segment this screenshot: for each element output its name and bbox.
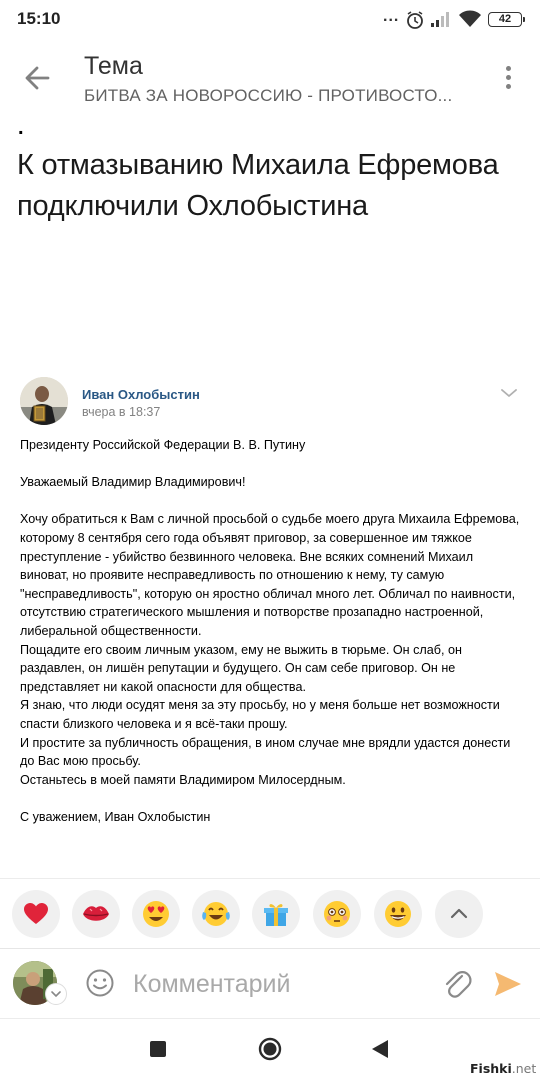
wifi-icon (458, 10, 482, 28)
article-marker: . (18, 117, 24, 139)
send-button[interactable] (493, 969, 523, 999)
reaction-tears-of-joy-button[interactable] (192, 890, 240, 938)
reaction-gift-button[interactable] (252, 890, 300, 938)
post-paragraph: Уважаемый Владимир Владимирович! (20, 475, 246, 490)
account-switch-button[interactable] (45, 983, 67, 1005)
battery-icon: 42 (488, 12, 522, 27)
triangle-back-icon (372, 1040, 388, 1058)
header-title: Тема (84, 52, 143, 80)
heart-eyes-face-icon (142, 900, 170, 928)
reaction-heart-button[interactable] (12, 890, 60, 938)
home-button[interactable] (258, 1037, 282, 1066)
gift-icon (262, 900, 290, 928)
chevron-down-icon (50, 990, 62, 998)
back-button[interactable] (20, 60, 56, 96)
chevron-down-icon (498, 386, 520, 400)
post-signature: С уважением, Иван Охлобыстин (20, 809, 211, 824)
back-arrow-icon (20, 60, 56, 96)
attach-button[interactable] (442, 967, 472, 1001)
watermark-brand: Fishki (470, 1061, 512, 1076)
post-paragraph: Останьтесь в моей памяти Владимиром Милосердным. (20, 772, 346, 787)
recent-apps-button[interactable] (150, 1041, 166, 1062)
reactions-bar (0, 878, 540, 948)
heart-icon (23, 902, 49, 926)
post-paragraph: Пощадите его своим личным указом, ему не выжить в тюрьме. Он слаб, он раздавлен, он лишён репутации и будущего. Он сам себе приговор. Он не представляет ни какой опасности для общества. (20, 642, 462, 694)
reaction-flushed-button[interactable] (313, 890, 361, 938)
comment-input[interactable] (133, 967, 423, 1001)
post-paragraph: И простите за публичность обращения, в ином случае мне врядли удастся донести до Вас мою просьбу. (20, 735, 511, 769)
grinning-face-icon (384, 900, 412, 928)
reaction-heart-eyes-button[interactable] (132, 890, 180, 938)
tears-of-joy-face-icon (201, 900, 231, 928)
flushed-face-icon (323, 900, 351, 928)
signal-icon (430, 11, 452, 27)
reaction-grin-button[interactable] (374, 890, 422, 938)
article-title: К отмазыванию Михаила Ефремова подключили Охлобыстина (17, 149, 499, 222)
paperclip-icon (442, 967, 472, 1001)
post-menu-button[interactable] (498, 386, 520, 400)
post-paragraph: Президенту Российской Федерации В. В. Путину (20, 438, 306, 452)
kiss-lips-icon (81, 903, 111, 925)
author-avatar[interactable] (20, 377, 68, 425)
chevron-up-icon (447, 902, 471, 926)
comment-bar (0, 948, 540, 1018)
author-photo (20, 377, 68, 425)
post-paragraph: Я знаю, что люди осудят меня за эту просьбу, но у меня больше нет возможности спасти близкого человека и я всё-таки прошу. (20, 698, 500, 731)
nav-back-button[interactable] (372, 1040, 388, 1063)
home-circle-icon (258, 1037, 282, 1061)
fishki-watermark (470, 1061, 536, 1076)
smiley-icon (85, 968, 115, 998)
reaction-kiss-button[interactable] (72, 890, 120, 938)
app-header (0, 40, 540, 112)
post-paragraph: Хочу обратиться к Вам с личной просьбой о судьбе моего друга Михаила Ефремова, которому 8 сентября сего года объявят приговор, за совершенное им тяжкое преступление - убийство безвинного человека. Вне всяких сомнений Михаил виноват, но проявите несправедливость по отношению к нему, ту самую "несправедливость", которую он яростно обличал много лет. Обличал по наивности, отсутствию стратегического мышления и потворстве прозападно настроенной, либеральной общественности. (20, 512, 520, 638)
alarm-icon (405, 10, 425, 30)
watermark-tld: .net (511, 1061, 537, 1076)
emoji-button[interactable] (85, 968, 115, 998)
system-nav-bar (0, 1018, 540, 1080)
post-body (20, 436, 525, 845)
status-time: 15:10 (17, 9, 61, 28)
send-arrow-icon (493, 969, 523, 999)
header-subtitle: БИТВА ЗА НОВОРОССИЮ - ПРОТИВОСТО... (84, 86, 453, 105)
square-icon (150, 1041, 166, 1057)
author-name[interactable]: Иван Охлобыстин (82, 387, 200, 402)
status-dots: ... (383, 8, 400, 25)
post-time: вчера в 18:37 (82, 405, 161, 419)
more-button[interactable] (496, 62, 520, 98)
reactions-expand-button[interactable] (435, 890, 483, 938)
status-bar (0, 0, 540, 40)
more-vertical-icon (496, 66, 520, 89)
